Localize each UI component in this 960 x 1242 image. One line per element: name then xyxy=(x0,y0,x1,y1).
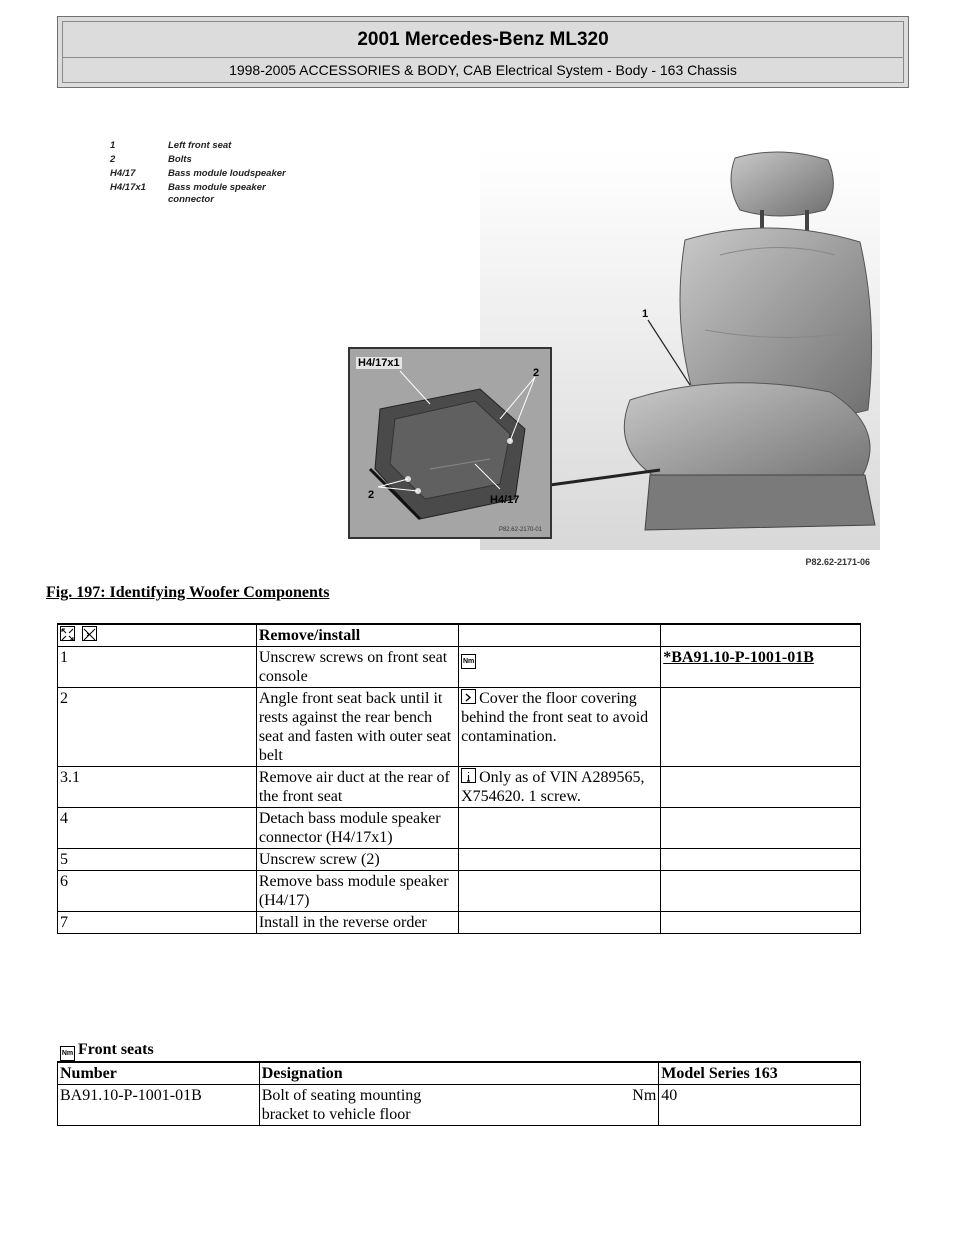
header-title: 2001 Mercedes-Benz ML320 xyxy=(63,22,903,58)
torque-reference-link[interactable]: *BA91.10-P-1001-01B xyxy=(663,649,814,666)
step-ref-cell xyxy=(661,912,861,934)
header-model-series: Model Series 163 xyxy=(659,1062,861,1085)
info-icon xyxy=(461,768,476,783)
table-row xyxy=(58,767,861,808)
torque-unit: Nm xyxy=(632,1087,657,1104)
step-note-cell xyxy=(459,688,661,767)
torque-nm-icon: Nm xyxy=(60,1046,75,1061)
step-ref-cell xyxy=(661,688,861,767)
step-note: Only as of VIN A289565, X754620. 1 screw. xyxy=(461,769,645,805)
header-designation: Designation xyxy=(259,1062,659,1085)
callout-bolts-top: 2 xyxy=(533,367,540,379)
step-text: Install in the reverse order xyxy=(256,912,458,934)
step-ref-cell xyxy=(661,871,861,912)
page-bottom-blank xyxy=(0,1130,960,1242)
step-ref-cell xyxy=(661,849,861,871)
step-text: Unscrew screw (2) xyxy=(256,849,458,871)
callout-module: H4/17 xyxy=(490,494,520,506)
expand-icon[interactable] xyxy=(60,626,75,641)
table-row xyxy=(58,808,861,849)
callout-connector: H4/17x1 xyxy=(358,357,400,369)
callout-seat: 1 xyxy=(642,308,649,320)
table-row xyxy=(58,912,861,934)
legend-value: Bolts xyxy=(168,154,192,165)
table-row xyxy=(58,688,861,767)
step-note: Cover the floor covering behind the front seat to avoid contamination. xyxy=(461,690,649,745)
step-ref-cell xyxy=(661,647,861,688)
document-header xyxy=(57,16,909,88)
woofer-figure xyxy=(100,130,880,575)
step-text: Remove air duct at the rear of the front seat xyxy=(256,767,458,808)
step-ref-cell xyxy=(661,808,861,849)
table-row xyxy=(58,647,861,688)
legend-key: H4/17x1 xyxy=(110,182,146,193)
step-number: 5 xyxy=(58,849,257,871)
header-number: Number xyxy=(58,1062,260,1085)
torque-designation: Bolt of seating mounting bracket to vehicle floor xyxy=(261,1087,422,1123)
torque-section-label: Front seats xyxy=(78,1041,154,1058)
step-ref-cell xyxy=(661,767,861,808)
inset-code: P82.62-2170-01 xyxy=(498,527,542,533)
table-header-row xyxy=(58,624,861,647)
torque-nm-icon: Nm xyxy=(461,654,476,669)
remove-install-table xyxy=(57,623,861,934)
header-icons-cell xyxy=(58,624,257,647)
step-number: 6 xyxy=(58,871,257,912)
step-number: 2 xyxy=(58,688,257,767)
bass-module-illustration xyxy=(350,349,550,537)
legend-key: 2 xyxy=(110,154,116,165)
step-number: 3.1 xyxy=(58,767,257,808)
step-text: Detach bass module speaker connector (H4/17x1) xyxy=(256,808,458,849)
figure-caption: Fig. 197: Identifying Woofer Components xyxy=(46,584,330,601)
header-frame xyxy=(62,21,904,83)
header-empty xyxy=(459,624,661,647)
legend-value: Bass module speaker connector xyxy=(168,182,266,205)
step-note-cell xyxy=(459,808,661,849)
legend-value: Left front seat xyxy=(168,140,232,151)
step-note-cell xyxy=(459,647,661,688)
step-number: 1 xyxy=(58,647,257,688)
torque-header-row xyxy=(58,1062,861,1085)
inset-photo xyxy=(348,347,552,539)
step-note-cell xyxy=(459,871,661,912)
torque-designation-cell xyxy=(259,1085,659,1126)
torque-value: 40 xyxy=(659,1085,861,1126)
legend-key: 1 xyxy=(110,140,116,151)
table-row xyxy=(58,849,861,871)
torque-table xyxy=(57,1061,861,1126)
step-number: 4 xyxy=(58,808,257,849)
step-note-cell xyxy=(459,912,661,934)
header-remove-install: Remove/install xyxy=(256,624,458,647)
collapse-icon[interactable] xyxy=(82,626,97,641)
legend-value: Bass module loudspeaker xyxy=(168,168,286,179)
table-row xyxy=(58,871,861,912)
torque-number: BA91.10-P-1001-01B xyxy=(58,1085,260,1126)
step-text: Unscrew screws on front seat console xyxy=(256,647,458,688)
tip-icon xyxy=(461,689,476,704)
header-empty xyxy=(661,624,861,647)
step-note-cell xyxy=(459,849,661,871)
figure-code: P82.62-2171-06 xyxy=(805,557,870,567)
legend-key: H4/17 xyxy=(110,168,136,179)
callout-bolts-bottom: 2 xyxy=(368,489,375,501)
torque-section-title xyxy=(60,1041,154,1061)
step-note-cell xyxy=(459,767,661,808)
table-row xyxy=(58,1085,861,1126)
step-text: Remove bass module speaker (H4/17) xyxy=(256,871,458,912)
step-number: 7 xyxy=(58,912,257,934)
header-subtitle: 1998-2005 ACCESSORIES & BODY, CAB Electrical System - Body - 163 Chassis xyxy=(229,62,737,78)
step-text: Angle front seat back until it rests against the rear bench seat and fasten with outer seat belt xyxy=(256,688,458,767)
